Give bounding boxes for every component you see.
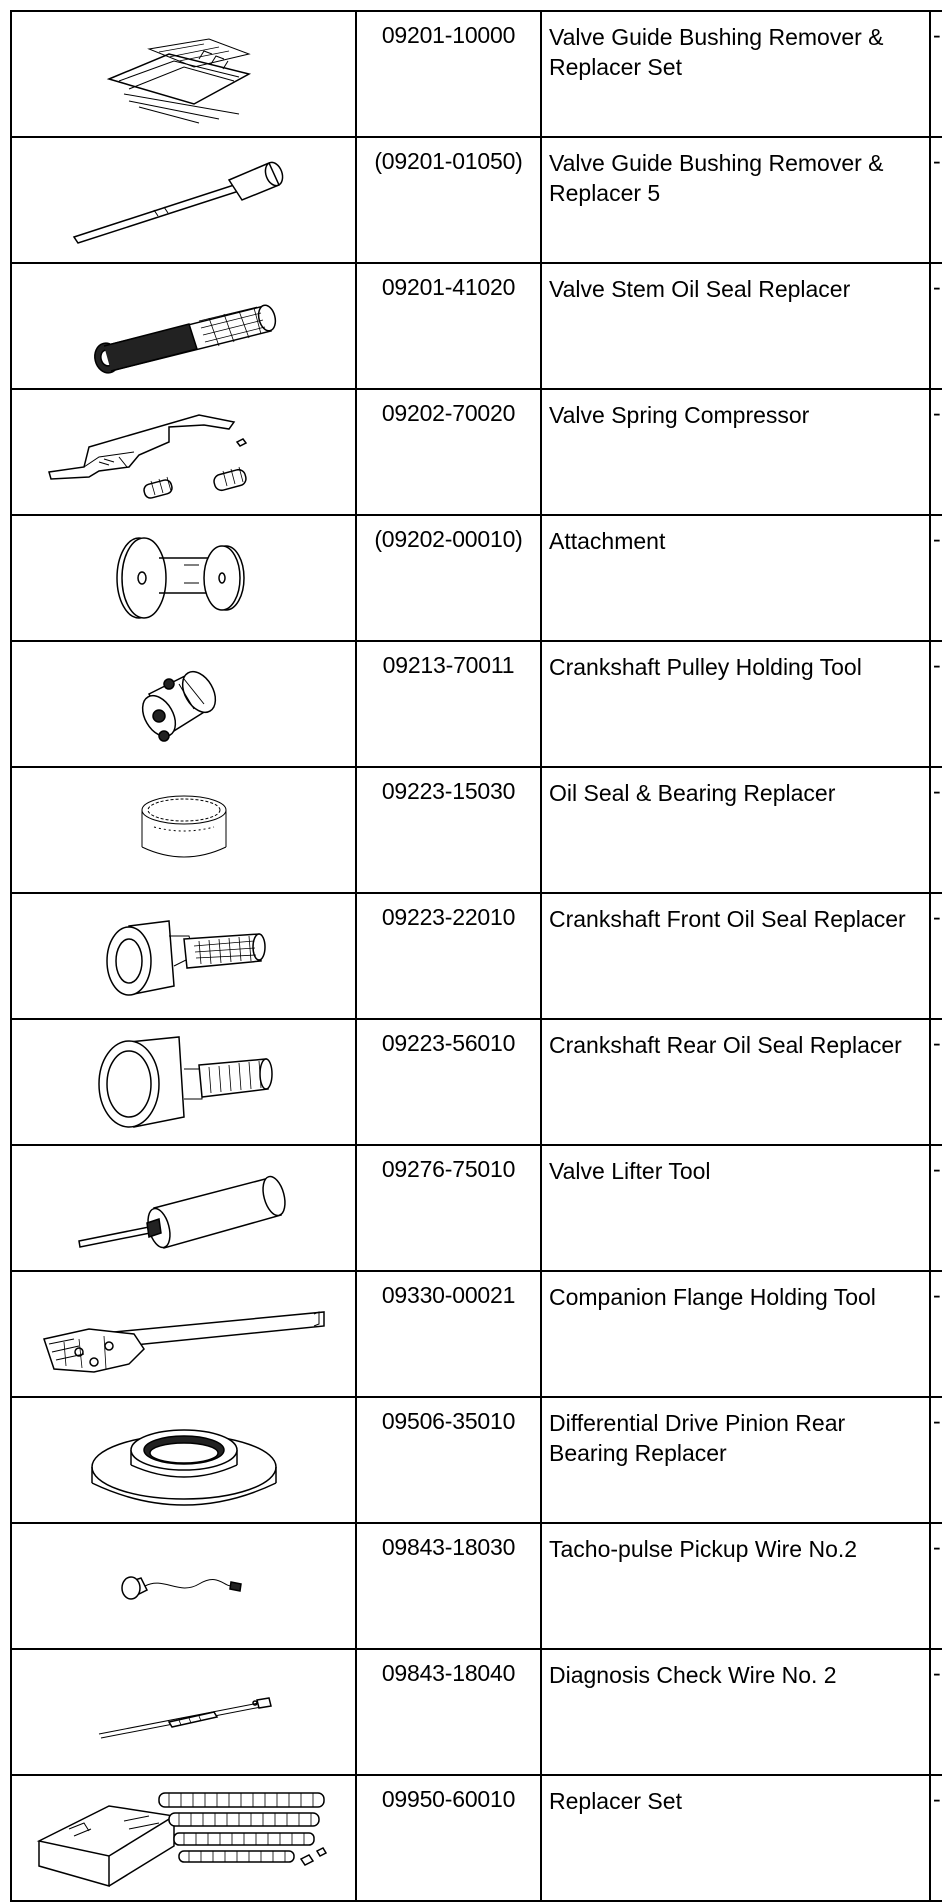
note-cell: - [930, 1019, 942, 1145]
part-number: (09201-01050) [356, 137, 541, 263]
tool-name: Oil Seal & Bearing Replacer [541, 767, 930, 893]
bearing-replacer-ring-icon [79, 1405, 289, 1515]
table-row [11, 1019, 942, 1145]
tool-illustration-cell [11, 137, 356, 263]
tool-name: Companion Flange Holding Tool [541, 1271, 930, 1397]
note-cell: - [930, 263, 942, 389]
part-number: 09213-70011 [356, 641, 541, 767]
table-row [11, 1775, 942, 1901]
table-row [11, 1271, 942, 1397]
note-cell: - [930, 515, 942, 641]
check-wire-icon [89, 1672, 279, 1752]
tool-illustration-cell [11, 641, 356, 767]
note-cell: - [930, 11, 942, 137]
tool-illustration-cell [11, 1019, 356, 1145]
table-row [11, 1397, 942, 1523]
tool-name: Valve Stem Oil Seal Replacer [541, 263, 930, 389]
tool-illustration-cell [11, 1775, 356, 1901]
valve-lifter-tool-icon [69, 1153, 299, 1263]
note-cell: - [930, 893, 942, 1019]
note-cell: - [930, 1649, 942, 1775]
note-cell: - [930, 137, 942, 263]
table-row [11, 263, 942, 389]
replacer-set-case-icon [29, 1781, 339, 1896]
pulley-holding-tool-icon [124, 654, 244, 754]
table-row [11, 1523, 942, 1649]
note-cell: - [930, 1145, 942, 1271]
note-cell: - [930, 641, 942, 767]
tool-name: Valve Guide Bushing Remover & Replacer Set [541, 11, 930, 137]
tool-name: Crankshaft Rear Oil Seal Replacer [541, 1019, 930, 1145]
tool-illustration-cell [11, 1649, 356, 1775]
part-number: 09201-41020 [356, 263, 541, 389]
tool-name: Diagnosis Check Wire No. 2 [541, 1649, 930, 1775]
flange-holding-tool-icon [34, 1284, 334, 1384]
tool-illustration-cell [11, 767, 356, 893]
note-cell: - [930, 1523, 942, 1649]
tool-illustration-cell [11, 389, 356, 515]
special-service-tools-table [10, 10, 942, 1902]
table-row [11, 1649, 942, 1775]
tool-illustration-cell [11, 893, 356, 1019]
table-row [11, 641, 942, 767]
part-number: 09843-18030 [356, 1523, 541, 1649]
bearing-replacer-cup-icon [124, 785, 244, 875]
note-cell: - [930, 1397, 942, 1523]
part-number: 09223-56010 [356, 1019, 541, 1145]
table-row [11, 137, 942, 263]
tool-name: Valve Lifter Tool [541, 1145, 930, 1271]
note-cell: - [930, 1775, 942, 1901]
note-cell: - [930, 1271, 942, 1397]
rear-oil-seal-replacer-icon [84, 1027, 284, 1137]
tool-name: Crankshaft Front Oil Seal Replacer [541, 893, 930, 1019]
part-number: 09843-18040 [356, 1649, 541, 1775]
part-number: (09202-00010) [356, 515, 541, 641]
tool-illustration-cell [11, 1271, 356, 1397]
tool-illustration-cell [11, 1145, 356, 1271]
tool-illustration-cell [11, 515, 356, 641]
part-number: 09223-22010 [356, 893, 541, 1019]
tool-name: Valve Spring Compressor [541, 389, 930, 515]
tool-illustration-cell [11, 11, 356, 137]
note-cell: - [930, 767, 942, 893]
tool-illustration-cell [11, 1397, 356, 1523]
part-number: 09330-00021 [356, 1271, 541, 1397]
tool-name: Replacer Set [541, 1775, 930, 1901]
part-number: 09276-75010 [356, 1145, 541, 1271]
tool-illustration-cell [11, 1523, 356, 1649]
part-number: 09201-10000 [356, 11, 541, 137]
table-row [11, 1145, 942, 1271]
part-number: 09506-35010 [356, 1397, 541, 1523]
tool-name: Crankshaft Pulley Holding Tool [541, 641, 930, 767]
tool-name: Valve Guide Bushing Remover & Replacer 5 [541, 137, 930, 263]
table-row [11, 767, 942, 893]
oil-seal-replacer-cylinder-icon [79, 276, 289, 376]
front-oil-seal-replacer-icon [89, 906, 279, 1006]
table-row [11, 389, 942, 515]
part-number: 09223-15030 [356, 767, 541, 893]
part-number: 09202-70020 [356, 389, 541, 515]
valve-guide-bushing-set-icon [99, 19, 269, 129]
table-row [11, 11, 942, 137]
tool-name: Tacho-pulse Pickup Wire No.2 [541, 1523, 930, 1649]
attachment-icon [104, 523, 264, 633]
pickup-wire-icon [109, 1546, 259, 1626]
table-row [11, 515, 942, 641]
note-cell: - [930, 389, 942, 515]
valve-spring-compressor-icon [39, 397, 329, 507]
table-row [11, 893, 942, 1019]
bushing-remover-rod-icon [64, 145, 304, 255]
tool-name: Differential Drive Pinion Rear Bearing Replacer [541, 1397, 930, 1523]
tool-illustration-cell [11, 263, 356, 389]
part-number: 09950-60010 [356, 1775, 541, 1901]
tool-name: Attachment [541, 515, 930, 641]
